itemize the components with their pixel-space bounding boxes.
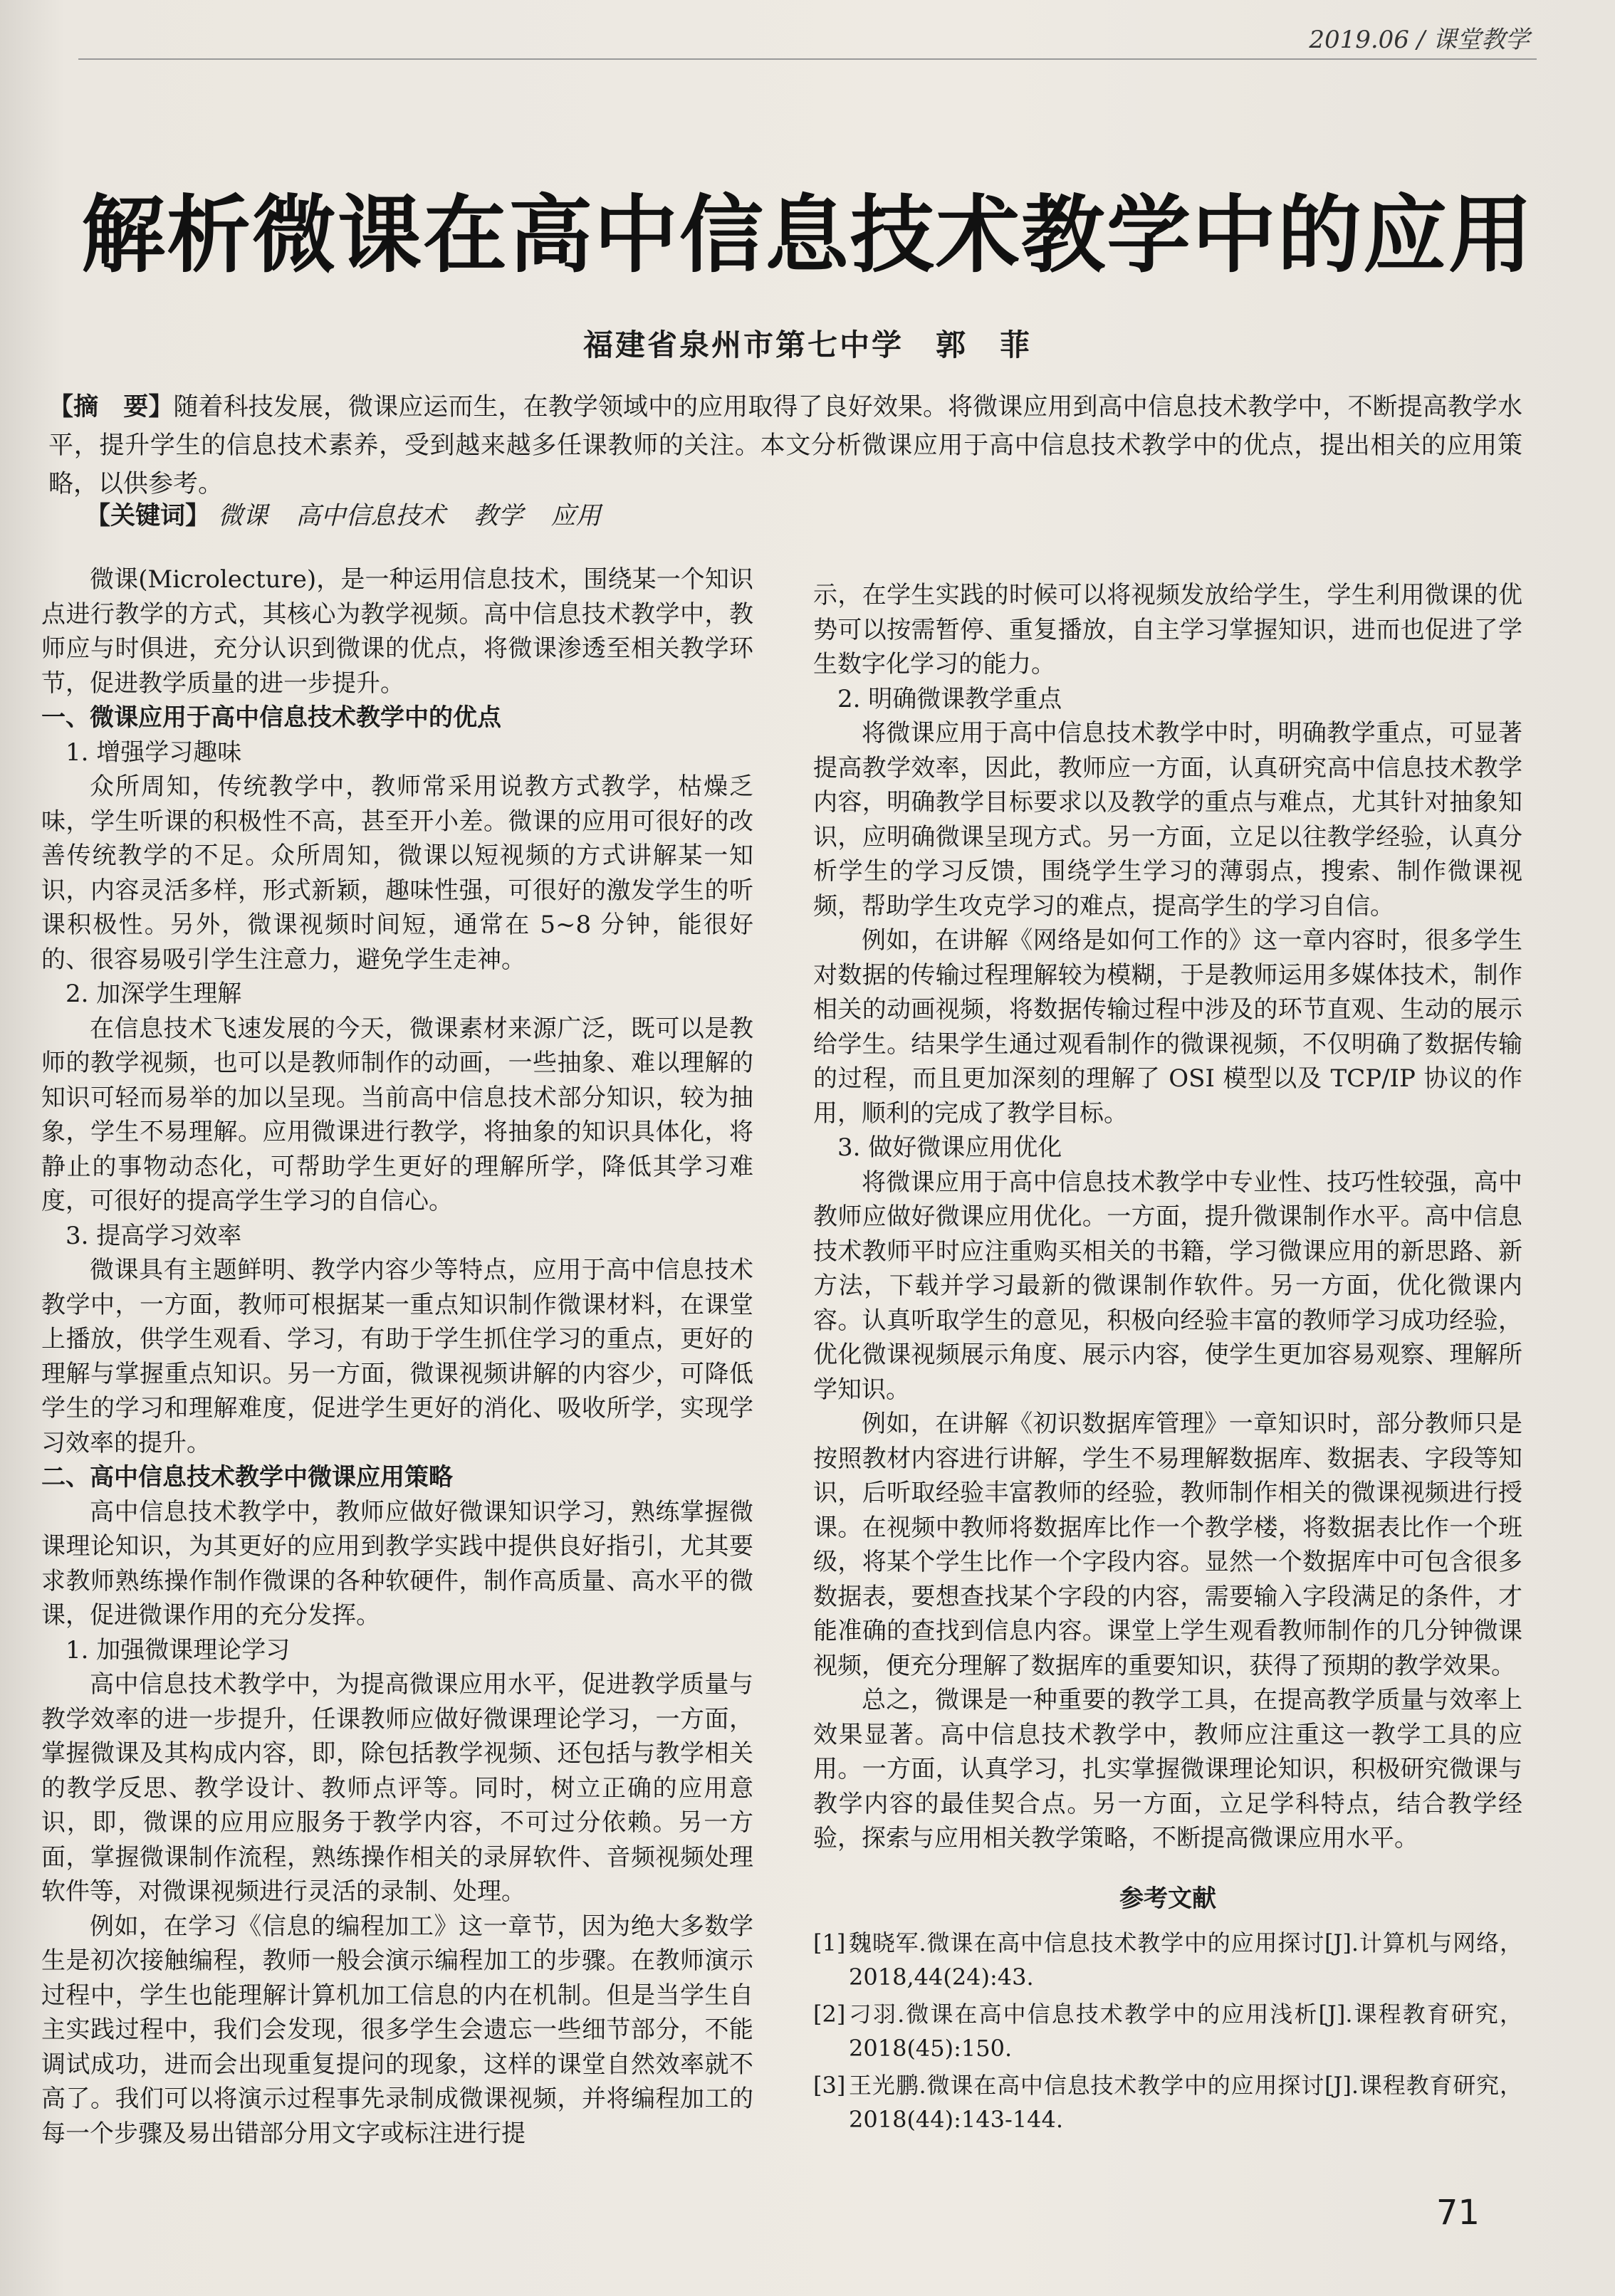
subsection-heading: 2. 加深学生理解 xyxy=(66,980,242,1008)
article-author: 福建省泉州市第七中学 郭 菲 xyxy=(582,327,1032,362)
reference-item xyxy=(813,1997,1522,2065)
body-paragraph: 将微课应用于高中信息技术教学中专业性、技巧性较强，高中教师应做好微课应用优化。一方面，提升微课制作水平。高中信息技术教师平时应注重购买相关的书籍，学习微课应用的新思路、新方法，下载并学习最新的微课制作软件。另一方面，优化微课内容。认真听取学生的意见，积极向经验丰富的教师学习成功经验，优化微课视频展示角度、展示内容，使学生更加容易观察、理解所学知识。 xyxy=(813,1168,1522,1404)
references-title: 参考文献 xyxy=(1119,1884,1216,1913)
header-divider xyxy=(78,58,1537,60)
subsection-heading: 1. 加强微课理论学习 xyxy=(66,1635,291,1665)
body-paragraph: 例如，在讲解《初识数据库管理》一章知识时，部分教师只是按照教材内容进行讲解，学生不易理解数据库、数据表、字段等知识，后听取经验丰富教师的经验，教师制作相关的微课视频进行授课。在视频中教师将数据库比作一个教学楼，将数据表比作一个班级，将某个学生比作一个字段内容。显然一个数据库中可包含很多数据表，要想查找某个字段的内容，需要输入字段满足的条件，才能准确的查找到信息内容。课堂上学生观看教师制作的几分钟微课视频，便充分理解了数据库的重要知识，获得了预期的教学效果。 xyxy=(813,1410,1522,1680)
keyword: 应用 xyxy=(550,502,601,530)
reference-text: 王光鹏.微课在高中信息技术教学中的应用探讨[J].课程教育研究，2018(44):143-144. xyxy=(849,2072,1522,2133)
reference-item xyxy=(813,2068,1522,2137)
keywords-tag: 【关键词】 xyxy=(85,502,211,530)
subsection-heading: 1. 增强学习趣味 xyxy=(66,738,242,767)
page-number: 71 xyxy=(1436,2193,1480,2233)
subsection-heading: 3. 做好微课应用优化 xyxy=(837,1133,1062,1162)
body-paragraph: 在信息技术飞速发展的今天，微课素材来源广泛，既可以是教师的教学视频，也可以是教师制作的动画，一些抽象、难以理解的知识可轻而易举的加以呈现。当前高中信息技术部分知识，较为抽象，学生不易理解。应用微课进行教学，将抽象的知识具体化，将静止的事物动态化，可帮助学生更好的理解所学，降低其学习难度，可很好的提高学生学习的自信心。 xyxy=(41,1014,753,1215)
reference-number: [3] xyxy=(813,2072,846,2099)
body-paragraph: 众所周知，传统教学中，教师常采用说教方式教学，枯燥乏味，学生听课的积极性不高，甚至开小差。微课的应用可很好的改善传统教学的不足。众所周知，微课以短视频的方式讲解某一知识，内容灵活多样，形式新颖，趣味性强，可很好的激发学生的听课积极性。另外，微课视频时间短，通常在 5~8 分钟，能很好的、很容易吸引学生注意力，避免学生走神。 xyxy=(41,772,753,974)
left-column xyxy=(41,562,753,2151)
right-column xyxy=(813,578,1522,2139)
keyword: 微课 xyxy=(218,502,268,530)
abstract-tag: 【摘 要】 xyxy=(48,393,174,421)
reference-item xyxy=(813,1926,1522,1994)
abstract-text: 随着科技发展，微课应运而生，在教学领域中的应用取得了良好效果。将微课应用到高中信息技术教学中，不断提高教学水平，提升学生的信息技术素养，受到越来越多任课教师的关注。本文分析微课应用于高中信息技术教学中的优点，提出相关的应用策略，以供参考。 xyxy=(48,393,1522,498)
reference-text: 刁羽.微课在高中信息技术教学中的应用浅析[J].课程教育研究，2018(45):150. xyxy=(849,2001,1522,2062)
body-paragraph: 高中信息技术教学中，为提高微课应用水平，促进教学质量与教学效率的进一步提升，任课教师应做好微课理论学习，一方面，掌握微课及其构成内容，即，除包括教学视频、还包括与教学相关的教学反思、教学设计、教师点评等。同时，树立正确的应用意识，即，微课的应用应服务于教学内容，不可过分依赖。另一方面，掌握微课制作流程，熟练操作相关的录屏软件、音频视频处理软件等，对微课视频进行灵活的录制、处理。 xyxy=(41,1670,753,1906)
body-paragraph: 例如，在学习《信息的编程加工》这一章节，因为绝大多数学生是初次接触编程，教师一般会演示编程加工的步骤。在教师演示过程中，学生也能理解计算机加工信息的内在机制。但是当学生自主实践过程中，我们会发现，很多学生会遗忘一些细节部分，不能调试成功，进而会出现重复提问的现象，这样的课堂自然效率就不高了。我们可以将演示过程事先录制成微课视频，并将编程加工的每一个步骤及易出错部分用文字或标注进行提 xyxy=(41,1912,753,2148)
intro-paragraph: 微课(Microlecture)，是一种运用信息技术，围绕某一个知识点进行教学的方式，其核心为教学视频。高中信息技术教学中，教师应与时俱进，充分认识到微课的优点，将微课渗透至相关教学环节，促进教学质量的进一步提升。 xyxy=(41,565,753,698)
subsection-heading: 3. 提高学习效率 xyxy=(66,1221,242,1250)
subsection-heading: 2. 明确微课教学重点 xyxy=(837,684,1062,713)
reference-number: [2] xyxy=(813,2001,846,2028)
body-paragraph: 示，在学生实践的时候可以将视频发放给学生，学生利用微课的优势可以按需暂停、重复播放，自主学习掌握知识，进而也促进了学生数字化学习的能力。 xyxy=(813,581,1522,678)
reference-text: 魏晓军.微课在高中信息技术教学中的应用探讨[J].计算机与网络，2018,44(24):43. xyxy=(849,1929,1522,1991)
reference-number: [1] xyxy=(813,1929,846,1956)
keyword: 高中信息技术 xyxy=(296,502,446,530)
section-heading: 二、高中信息技术教学中微课应用策略 xyxy=(41,1463,453,1492)
keywords xyxy=(85,497,1510,535)
body-paragraph: 总之，微课是一种重要的教学工具，在提高教学质量与效率上效果显著。高中信息技术教学中，教师应注重这一教学工具的应用。一方面，认真学习，扎实掌握微课理论知识，积极研究微课与教学内容的最佳契合点。另一方面，立足学科特点，结合教学经验，探索与应用相关教学策略，不断提高微课应用水平。 xyxy=(813,1686,1522,1852)
body-paragraph: 例如，在讲解《网络是如何工作的》这一章内容时，很多学生对数据的传输过程理解较为模糊，于是教师运用多媒体技术，制作相关的动画视频，将数据传输过程中涉及的环节直观、生动的展示给学生。结果学生通过观看制作的微课视频，不仅明确了数据传输的过程，而且更加深刻的理解了 OSI 模型以及 TCP/IP 协议的作用，顺利的完成了教学目标。 xyxy=(813,926,1522,1128)
body-paragraph: 微课具有主题鲜明、教学内容少等特点，应用于高中信息技术教学中，一方面，教师可根据某一重点知识制作微课材料，在课堂上播放，供学生观看、学习，有助于学生抓住学习的重点，更好的理解与掌握重点知识。另一方面，微课视频讲解的内容少，可降低学生的学习和理解难度，促进学生更好的消化、吸收所学，实现学习效率的提升。 xyxy=(41,1256,753,1457)
keyword: 教学 xyxy=(473,502,523,530)
journal-header: 2019.06 / 课堂教学 xyxy=(1309,26,1530,54)
article-title: 解析微课在高中信息技术教学中的应用 xyxy=(80,186,1534,284)
body-paragraph: 高中信息技术教学中，教师应做好微课知识学习，熟练掌握微课理论知识，为其更好的应用到教学实践中提供良好指引，尤其要求教师熟练操作制作微课的各种软硬件，制作高质量、高水平的微课，促进微课作用的充分发挥。 xyxy=(41,1497,753,1630)
section-heading: 一、微课应用于高中信息技术教学中的优点 xyxy=(41,703,501,732)
abstract xyxy=(48,388,1522,503)
body-paragraph: 将微课应用于高中信息技术教学中时，明确教学重点，可显著提高教学效率，因此，教师应一方面，认真研究高中信息技术教学内容，明确教学目标要求以及教学的重点与难点，尤其针对抽象知识，应明确微课呈现方式。另一方面，立足以往教学经验，认真分析学生的学习反馈，围绕学生学习的薄弱点，搜索、制作微课视频，帮助学生攻克学习的难点，提高学生的学习自信。 xyxy=(813,719,1522,921)
